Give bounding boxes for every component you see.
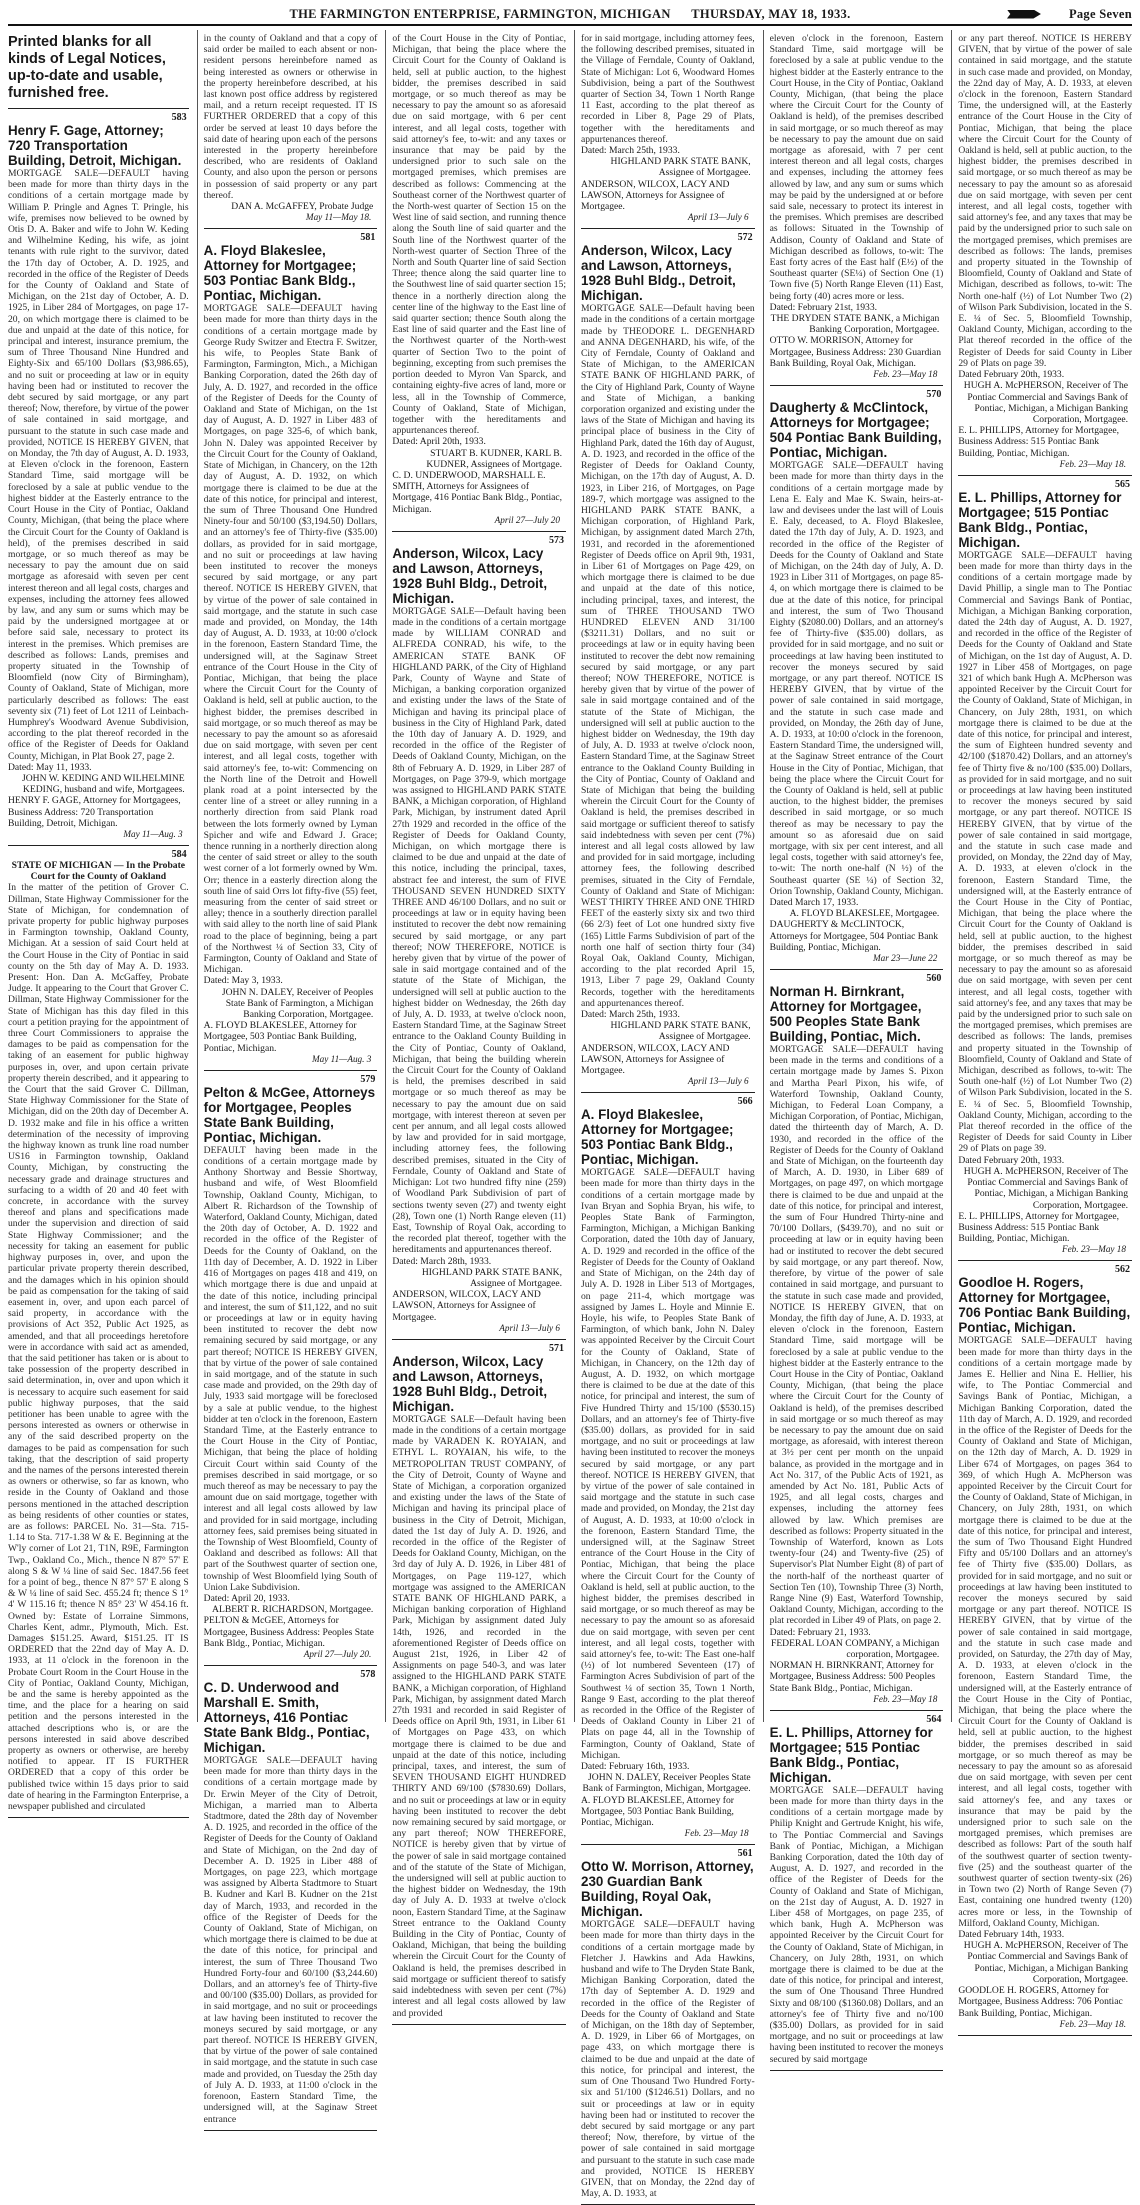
notice-body: in the county of Oakland and that a copy of said order be mailed to each absent or non-resident persons hereinbefore named as being interested as owners or otherwise in the property hereinbefore described, at his last known post office address by registered mail, and a return receipt requested. IT IS FURTHER ORDERED that a copy of this order be served at least 10 days before the said date of hearing upon each of the persons interested in the property hereinbefore described, who are residents of Oakland County, and also upon the person or persons in possession of said property or any part thereof. — [203, 33, 378, 201]
notice-signature: JOHN N. DALEY, Receiver Peoples State Bank of Farmington, Michigan, Mortgagee. — [582, 1772, 751, 1795]
notice-heading: E. L. Phillips, Attorney for Mortgagee; 515 Pontiac Bank Bldg., Pontiac, Michigan. — [958, 489, 1122, 550]
notice-signature: HIGHLAND PARK STATE BANK, Assignee of Mortgagee. — [421, 1266, 562, 1289]
notice-number: 584 — [171, 848, 187, 860]
notice-581 — [204, 229, 378, 1071]
notice-heading: Daugherty & McClintock, Attorneys for Mortgagee; 504 Pontiac Bank Building, Pontiac, Michigan. — [769, 400, 942, 461]
notice-564-continued — [958, 30, 1132, 476]
notice-number: 566 — [737, 1096, 753, 1108]
notice-number: 578 — [360, 1669, 376, 1680]
notice-attorney: OTTO W. MORRISON, Attorney for Mortgagee, Business Address: 230 Guardian Bank Building, Royal Oak, Michigan. — [769, 335, 941, 369]
notice-body: MORTGAGE SALE—DEFAULT having been made for more than thirty days in the conditions of a certain mortgage made by William P. Pringle and Agnes T. Pringle, his wife, premises now believed to be owned by Otis D. A. Baker and wife to John W. Keding and Wilhelmine Keding, his wife, as joint tenants with rule right to the survivor, dated the 17th day of October, A. D. 1925, and recorded in the office of the Register of Deeds for the County of Oakland and State of Michigan, on the 21st day of October, A. D. 1925, in Liber 284 of Mortgages, on page 17-20, on which mortgage there is claimed to be due and unpaid at the date of this notice, for principal and interest, insurance premium, the sum of Three Thousand Nine Hundred and Eighty-Six and 65/100 Dollars ($3,986.65), and no suit or proceeding at law or in equity having been had or instituted to recover the debt secured by said mortgage, or any part thereof; Now, therefore, by virtue of the power of sale contained in said mortgage, and pursuant to the statute in such case made and provided, NOTICE IS HEREBY GIVEN, that on Monday, the 7th day of August, A. D. 1933, at Eleven o'clock in the forenoon, Eastern Standard Time, said mortgage will be foreclosed by a sale at public vendue to the highest bidder at the Easterly entrance to the Court House in the City of Pontiac, Oakland County, Michigan, (that being the place where the Circuit Court for the County of Oakland is held), of the premises described in said mortgage, or so much thereof as may be necessary to pay the amount due on said mortgage as aforesaid with seven per cent interest thereon and all legal costs, charges and expenses, including the attorney fees allowed by law, and any sum or sums which may be paid by the undersigned mortgagee at or before said sale, necessary to protect its interest in the premises. Which premises are described as follows: Lands, premises and property situated in the Township of Bloomfield (now City of Birmingham), County of Oakland, State of Michigan, more particularly described as follows: The east seventy six (71) feet of Lot 1211 of Leinbach-Humphrey's Woodward Avenue Subdivision, according to the plat thereof recorded in the office of the Register of Deeds for Oakland County, Michigan, in Plat Book 27, page 2. — [8, 168, 189, 762]
notice-run-dates: April 27—July 20. — [303, 1649, 372, 1659]
notice-number: 583 — [171, 112, 187, 123]
notice-run-dates: Feb. 23—May 18 — [684, 1828, 749, 1839]
notice-signature: HUGH A. McPHERSON, Receiver of The Pontiac Commercial and Savings Bank of Pontiac, Michigan, a Michigan Banking Corporation, Mortgagee. — [963, 1165, 1128, 1211]
notice-run-dates: May 11—May 18. — [305, 212, 372, 223]
notice-body: MORTGAGE SALE—DEFAULT having been made for more than thirty days in the conditions of a certain mortgage made by Philip Knight and Gertrude Knight, his wife, to The Pontiac Commercial and Savings Bank of Pontiac, Michigan, a Michigan Banking Corporation, dated the 10th day of August, A. D. 1927, and recorded in the office of the Register of Deeds for the County of Oakland and State of Michigan, on the 21st day of August, A. D. 1927 in Liber 458 of Mortgages, on page 235, of which bank, Hugh A. McPherson was appointed Receiver by the Circuit Court for the County of Oakland, State of Michigan, in Chancery, on July 28th, 1931, on which mortgage there is claimed to be due at the date of this notice, for principal and interest, the sum of One Thousand Three Hundred Sixty and 08/100 ($1360.08) Dollars, and an attorney's fee of Thirty five and no/100 ($35.00) Dollars, as provided for in said mortgage, and no suit or proceedings at law having been instituted to recover the moneys secured by said mortgage — [769, 1784, 944, 2065]
page-number: Page Seven — [1068, 6, 1132, 21]
notice-584-continued — [204, 30, 378, 229]
notice-attorney: NORMAN H. BIRNKRANT, Attorney for Mortgagee, Business Address: 500 Peoples State Bank Bldg., Pontiac, Michigan. — [769, 1660, 936, 1694]
notice-number: 579 — [360, 1073, 376, 1085]
notice-body: MORTGAGE SALE—Default having been made in the conditions of a certain mortgage made by WILLIAM CONRAD and ALFREDA CONRAD, his wife, to the AMERICAN STATE BANK OF HIGHLAND PARK, of the City of Highland Park, County of Wayne and State of Michigan, a banking corporation organized and existing under the laws of the State of Michigan and having its principal place of business in the City of Highland Park, dated the 10th day of January A. D. 1929, and recorded in the office of the Register of Deeds of Oakland County, Michigan, on the 8th of February A. D. 1929, in Liber 287 of Mortgages, on Page 379-9, which mortgage was assigned to HIGHLAND PARK STATE BANK, a Michigan corporation, of Highland Park, Michigan, by instrument dated April 27th 1929 and recorded in the office of the Register of Deeds for Oakland County, Michigan, on which mortgage there is claimed to be due and unpaid at the date of this notice, including the principal, taxes, abstract fee and interest, the sum of FIVE THOUSAND SEVEN HUNDRED SIXTY THREE AND 46/100 Dollars, and no suit or proceedings at law or in equity having been instituted to recover the debt now remaining secured by said mortgage, or any part thereof; NOW THEREFORE, NOTICE is hereby given that by virtue of the power of sale in said mortgage contained and of the statute of the State of Michigan, the undersigned will sell at public auction to the highest bidder on Wednesday, the 26th day of July, A. D. 1933, at twelve o'clock noon, Eastern Standard Time, at the Saginaw Street entrance to the Oakland County Building in the City of Pontiac, County of Oakland, Michigan, that being the building wherein the Circuit Court for the County of Oakland is held, the premises described in said mortgage or so much thereof as may be necessary to pay the amount due on said mortgage, with interest thereon at seven per cent per annum, and all legal costs allowed by law and provided for in said mortgage, including attorney fees, the following described premises, situated in the City of Ferndale, County of Oakland and State of Michigan: Lot two hundred fifty nine (259) of Woodland Park Subdivision of part of sections twenty seven (27) and twenty eight (28), Town one (1) North Range eleven (11) East, Township of Royal Oak, according to the recorded plat thereof, together with the hereditaments and appurtenances thereof. — [392, 605, 566, 1256]
notice-584 — [8, 846, 189, 1818]
notice-signature: FEDERAL LOAN COMPANY, a Michigan corporation, Mortgagee. — [770, 1637, 940, 1660]
notice-dated: Dated: March 25th, 1933. — [581, 1009, 680, 1021]
notice-attorney: A. FLOYD BLAKESLEE, Attorney for Mortgagee, 503 Pontiac Bank Building, Pontiac, Michigan. — [203, 1020, 357, 1054]
notice-number: 572 — [737, 232, 753, 244]
notice-signature: HIGHLAND PARK STATE BANK, Assignee of Mortgagee. — [610, 156, 751, 179]
notice-dated: Dated: March 25th, 1933. — [581, 145, 680, 157]
notice-run-dates: Feb. 23—May 18. — [1059, 2018, 1126, 2029]
notice-heading: Anderson, Wilcox, Lacy and Lawson, Attorneys, 1928 Buhl Bldg., Detroit, Michigan. — [392, 1353, 548, 1414]
notice-signature: STUART B. KUDNER, KARL B. KUDNER, Assignees of Mortgage. — [426, 447, 562, 470]
masthead — [8, 4, 1132, 26]
notice-dated: Dated: February 16th, 1933. — [581, 1761, 690, 1773]
notice-signature: JOHN W. KEDING AND WILHELMINE KEDING, husband and wife, Mortgagees. — [22, 772, 185, 796]
notice-attorney: DAUGHERTY & McCLINTOCK, Attorneys for Mortgagee, 504 Pontiac Bank Building, Pontiac, Michigan. — [769, 919, 939, 953]
notice-signature: A. FLOYD BLAKESLEE, Mortgagee. — [789, 908, 940, 920]
notice-signature: THE DRYDEN STATE BANK, a Michigan Banking Corporation, Mortgagee. — [770, 313, 940, 336]
notice-attorney: E. L. PHILLIPS, Attorney for Mortgagee, Business Address: 515 Pontiac Bank Building, Pontiac, Michigan. — [958, 425, 1119, 459]
column-3 — [385, 30, 566, 2019]
notice-heading: Anderson, Wilcox, Lacy and Lawson, Attorneys, 1928 Buhl Bldg., Detroit, Michigan. — [392, 545, 548, 606]
notice-566 — [581, 1093, 755, 1845]
notice-attorney: ANDERSON, WILCOX, LACY AND LAWSON, Attorneys for Assignee of Mortgagee. — [581, 178, 730, 213]
notice-signature: DAN A. McGAFFEY, Probate Judge — [231, 201, 374, 213]
notice-body: MORTGAGE SALE—DEFAULT having been made for more than thirty days in the conditions of a certain mortgage made by Fletcher J. Hawkins and Ada Hawkins, husband and wife to The Dryden State Bank, Michigan Banking Corporation, dated the 17th day of September A. D. 1929 and recorded in the office of the Register of Deeds for the County of Oakland and State of Michigan, on the 18th day of September, A. D. 1929, in Liber 66 of Mortgages, on page 433, on which mortgage there is claimed to be due and unpaid at the date of this notice, for principal and interest, the sum of One Thousand Two Hundred Forty-six and 51/100 ($1246.51) Dollars, and no suit or proceedings at law or in equity having been had or instituted to recover the debt secured by said mortgage or any part thereof; Now, therefore, by virtue of the power of sale contained in said mortgage and pursuant to the statute in such case made and provided, NOTICE IS HEREBY GIVEN, that on Monday, the 22nd day of May, A. D. 1933, at — [581, 1919, 755, 2200]
notice-run-dates: Feb. 23—May 18 — [873, 369, 938, 380]
notice-attorney: E. L. PHILLIPS, Attorney for Mortgagee, Business Address: 515 Pontiac Bank Building, Pontiac, Michigan. — [958, 1210, 1119, 1245]
notice-564 — [770, 1711, 944, 2071]
notice-578 — [204, 1666, 378, 2131]
notice-run-dates: May 11—Aug. 3 — [312, 1053, 372, 1064]
notice-run-dates: Feb. 23—May 18 — [1061, 1244, 1126, 1255]
notice-body: eleven o'clock in the forenoon, Eastern Standard Time, said mortgage will be foreclosed by a sale at public vendue to the highest bidder at the Easterly entrance to the Court House, in the City of Pontiac, Oakland County, Michigan, (that being the place where the Circuit Court for the County of Oakland is held), of the premises described in said mortgage, or so much thereof as may be necessary to pay the amount due on said mortgage as aforesaid, with 7 per cent interest thereon and all legal costs, charges and expenses, including the attorney fees allowed by law, and any sum or sums which may be paid by the undersigned at or before said sale, necessary to protect its interest in the premises. Which premises are described as follows: Situated in the Township of Addison, County of Oakland and State of Michigan described as follows, to-wit: The East forty acres of the East half (E½) of the Southeast quarter (SE¼) of Section One (1) Town five (5) North Range Eleven (11) East, being forty (40) acres more or less. — [769, 33, 944, 302]
notice-heading: Norman H. Birnkrant, Attorney for Mortgagee, 500 Peoples State Bank Building, Pontiac, Mich. — [769, 984, 922, 1045]
notice-number: 573 — [549, 534, 564, 546]
notice-body: MORTGAGE SALE—DEFAULT having been made for more than thirty days in the conditions of a certain mortgage made by James E. Hellier and Nina E. Hellier, his wife, to The Pontiac Commercial and Savings Bank of Pontiac, Michigan, a Michigan Banking Corporation, dated the 11th day of March, A. D. 1929, and recorded in the office of the Register of Deeds for the County of Oakland and State of Michigan, on the 12th day of March, A. D. 1929 in Liber 674 of Mortgages, on pages 364 to 369, of which Hugh A. McPherson was appointed Receiver by the Circuit Court for the County of Oakland, State of Michigan, in Chancery, on July 28th, 1931, on which mortgage there is claimed to be due at the date of this notice, for principal and interest, the sum of Two Thousand Eight Hundred Fifty and 05/100 Dollars and an attorney's fee of Thirty five ($35.00) Dollars, as provided for in said mortgage, and no suit or proceedings at law having been instituted to recover the moneys secured by said mortgage or any part thereof. NOTICE IS HEREBY GIVEN, that by virtue of the power of sale contained in said mortgage, and the statute in such case made and provided, on Saturday, the 27th day of May, A. D. 1933, at eleven o'clock in the forenoon, Eastern Standard Time, the undersigned will, at the Easterly entrance of the Court House in the City of Pontiac, Michigan, that being the place where the Circuit Court for the County of Oakland is held, sell at public auction, to the highest bidder, the premises described in said mortgage, or so much thereof as may be necessary to pay the amount so as aforesaid due on said mortgage, with seven per cent interest, and all legal costs, together with said attorney's fee, and any taxes or insurance that may be paid by the undersigned prior to such sale on the mortgaged premises, which premises are described as follows: Part of the south half of the southwest quarter of section twenty-five (25) and the southeast quarter of the southwest quarter of section twenty-six (26) in Town two (2) North of Range Seven (7) East, containing one hundred twenty (120) acres more or less, in the Township of Milford, Oakland County, Michigan. — [958, 1335, 1132, 1929]
notice-heading: Henry F. Gage, Attorney; 720 Transportation Building, Detroit, Michigan. — [8, 123, 182, 168]
notice-body: MORTGAGE SALE—DEFAULT having been made for more than thirty days in the conditions of a certain mortgage made by Lena E. Ealy and Mae K. Swain, heirs-at-law and devisees under the last will of Louis E. Ealy, deceased, to A. Floyd Blakeslee, dated the 17th day of July, A. D. 1923, and recorded in the office of the Register of Deeds for the County of Oakland and State of Michigan, on the 24th day of July, A. D. 1923 in Liber 311 of Mortgages, on page 85-4, on which mortgage there is claimed to be due at the date of this notice, for principal and interest, the sum of Two Thousand Eighty ($2080.00) Dollars, and an attorney's fee of Thirty-five ($35.00) dollars, as provided for in said mortgage, and no suit or proceedings at law having been instituted to recover the moneys secured by said mortgage, or any part thereof. NOTICE IS HEREBY GIVEN, that by virtue of the power of sale contained in said mortgage, and the statute in such case made and provided, on Monday, the 26th day of June, A. D. 1933, at 10:00 o'clock in the forenoon, Eastern Standard Time, the undersigned will, at the Saginaw Street entrance of the Court House in the City of Pontiac, Michigan, that being the place where the Circuit Court for the County of Oakland is held, sell at public auction, to the highest bidder, the premises described in said mortgage, or so much thereof as may be necessary to pay the amount so as aforesaid due on said mortgage, with six per cent interest, and all legal costs, together with said attorney's fee, to-wit: The north one-half (N ½) of the Southeast quarter (SE ¼) of Section 32, Orion Township, Oakland County, Michigan. — [769, 460, 944, 897]
notice-570 — [770, 386, 944, 970]
notice-number: 570 — [926, 389, 942, 401]
notice-run-dates: Feb. 23—May 18. — [1059, 458, 1126, 469]
masthead-right — [882, 7, 1132, 22]
columns — [8, 30, 1132, 2200]
notice-heading: Goodloe H. Rogers, Attorney for Mortgagee, 706 Pontiac Bank Building, Pontiac, Michigan. — [958, 1275, 1131, 1336]
notice-run-dates: Feb. 23—May 18 — [873, 1693, 938, 1704]
notice-attorney: PELTON & McGEE, Attorneys for Mortgagee, Business Address: Peoples State Bank Bldg., Pontiac, Michigan. — [203, 1615, 374, 1649]
column-6 — [951, 30, 1132, 2029]
masthead-title: THE FARMINGTON ENTERPRISE, FARMINGTON, MICHIGAN THURSDAY, MAY 18, 1933. — [289, 6, 851, 21]
notice-signature: JOHN N. DALEY, Receiver of Peoples State Bank of Farmington, a Michigan Banking Corporation, Mortgagee. — [221, 986, 374, 1021]
notice-dated: Dated February 14th, 1933. — [958, 1929, 1065, 1941]
notice-dated: Dated: March 28th, 1933. — [392, 1255, 492, 1267]
notice-run-dates: April 13—July 6 — [687, 212, 749, 223]
notice-heading: A. Floyd Blakeslee, Attorney for Mortgagee; 503 Pontiac Bank Bldg., Pontiac, Michigan. — [203, 243, 357, 304]
notice-signature: HUGH A. McPHERSON, Receiver of The Pontiac Commercial and Savings Bank of Pontiac, Michigan, a Michigan Banking Corporation, Mortgagee. — [963, 1940, 1128, 1985]
legal-blanks-ad: Printed blanks for all kinds of Legal Notices, up-to-date and usable, furnished free. — [8, 30, 189, 109]
notice-signature: ALBERT R. RICHARDSON, Mortgagee. — [212, 1604, 374, 1616]
notice-body: In the matter of the petition of Grover C. Dillman, State Highway Commissioner for the State of Michigan, for condemnation of private property for public highway purposes in Farmington township, Oakland County, Michigan. At a session of said Court held at the Court House in the City of Pontiac in said county on the 5th day of May A. D. 1933. Present: Hon. Dan A. McGaffey, Probate Judge. It appearing to the Court that Grover C. Dillman, State Highway Commissioner for the State of Michigan has this day filed in this court a petition praying for the appointment of three Court Commissioners to appraise the damages to be paid as compensation for the taking of an easement for public highway purposes in, over, and upon certain private property therein described, and it appearing to the Court that the said Grover C. Dillman, State Highway Commissioner for the State of Michigan, did on the 20th day of December A. D. 1932 make and file in his office a written determination of the necessity of improving the highway known as trunk line road number US16 in Farmington township, Oakland County, Michigan, by constructing the necessary grade and drainage structures and surfacing to a width of 20 and 40 feet with concrete, in accordance with the survey thereof and plans and specifications made under the supervision and direction of said State Highway Commissioner; and the necessity for taking an easement for public highway purposes in, over, and upon the particular private property therein described, and the damages which in his opinion should be paid as compensation for the taking of said easement in, over, and upon each parcel of said property, in accordance with the provisions of Act 352, Public Act 1925, as amended, and that all proceedings heretofore were in accordance with said act as amended, that the said petitioner has taken or is about to take possession of the property described in said determination, in, over and upon which it is necessary to acquire such easement for said public highway purposes, that the said petitioner has been unable to agree with the persons interested as owners or otherwise in any of the said described property on the damages to be paid as compensation for such taking, that the description of said property and the names of the persons interested therein as owners or otherwise, so far as known, who reside in the County of Oakland and those persons mentioned in the attached description as being residents of other counties or states, are as follows: PARCEL No. 31—Sta. 715-1.14 to Sta. 717-1.38 W & E. Beginning at the W'ly corner of Lot 21, T1N, R9E, Farmington Twp., Oakland Co., Mich., thence N 87° 57' E along S & W ¼ line of said Sec. 1847.56 feet for a point of beg., thence N 87° 57' E along S & W ¼ line of said Sec. 455.24 ft; thence S 1° 4' W 115.16 ft; thence N 85° 23' W 454.16 ft. Owned by: Estate of Lorraine Simmons, Charles Kent, admr., Plymouth, Mich. Est. Damages $151.25. Award, $151.25. IT IS ORDERED that the 22nd day of May A. D. 1933, at 11 o'clock in the forenoon in the Probate Court Room in the Court House in the City of Pontiac, Oakland County, Michigan, be and the same is hereby appointed as the time, and the place for a hearing on said petition and the persons interested in the attached descriptions who is, or are the persons interested in said above described property as owners or otherwise, are hereby notified to appear. IT IS FURTHER ORDERED that a copy of this order be published twice within 15 days prior to said date of hearing in the Farmington Enterprise, a newspaper published and circulated — [8, 882, 189, 1813]
notice-579 — [204, 1071, 378, 1666]
notice-heading: E. L. Phillips, Attorney for Mortgagee; 515 Pontiac Bank Bldg., Pontiac, Michigan. — [769, 1724, 933, 1785]
column-1 — [8, 30, 189, 1813]
notice-attorney: ANDERSON, WILCOX, LACY AND LAWSON, Attorneys for Assignee of Mortgagee. — [392, 1289, 541, 1323]
column-4 — [574, 30, 755, 2200]
notice-number: 571 — [549, 1342, 564, 1354]
masthead-date: THURSDAY, MAY 18, 1933. — [691, 6, 851, 21]
notice-dated: Dated: April 20th, 1933. — [392, 436, 486, 448]
column-5 — [763, 30, 944, 2065]
notice-dated: Dated: February 21st, 1933. — [769, 301, 878, 313]
pointing-hand-icon — [1007, 10, 1041, 19]
notice-578-continued — [392, 30, 566, 532]
notice-number: 561 — [737, 1848, 753, 1860]
notice-run-dates: May 11—Aug. 3 — [123, 828, 183, 839]
notice-body: MORTGAGE SALE—DEFAULT having been made for more than thirty days in the conditions of a certain mortgage made by George Rudy Switzer and Etectra F. Switzer, his wife, to Peoples State Bank of Farmington, Farmington, Mich., a Michigan Banking Corporation, dated the 26th day of July, A. D. 1927, and recorded in the office of the Register of Deeds for the County of Oakland and State of Michigan, on the 1st day of August, A. D. 1927 in Liber 483 of Mortgages, on page 325-6, of which bank, John N. Daley was appointed Receiver by the Circuit Court for the County of Oakland, State of Michigan, in Chancery, on the 12th day of August, A. D. 1932, on which mortgage there is claimed to be due at the date of this notice, for principal and interest, the sum of Three Thousand One Hundred Ninety-four and 50/100 ($3,194.50) Dollars, and an attorney's fee of Thirty-five ($35.00) dollars, as provided for in said mortgage, and no suit or proceedings at law having been instituted to recover the moneys secured by said mortgage, or any part thereof. NOTICE IS HEREBY GIVEN, that by virtue of the power of sale contained in said mortgage, and the statute in such case made and provided, on Monday, the 14th day of August, A. D. 1933, at 10:00 o'clock in the forenoon, Eastern Standard Time, the undersigned will, at the Saginaw Street entrance of the Court House in the City of Pontiac, Michigan, that being the place where the Circuit Court for the County of Oakland is held, sell at public auction, to the highest bidder, the premises described in said mortgage, or so much thereof as may be necessary to pay the amount so as aforesaid due on said mortgage, with seven per cent interest, and all legal costs, together with said attorney's fee, to-wit: Commencing on the North line of the Detroit and Howell plank road at a point intersected by the center line of a street or alley running in a northerly direction from said Plank road between the lots formerly owned by Lyman Spicher and wife and Edward J. Grace; thence running in a northerly direction along the center of said street or alley to the south west corner of a lot formerly owned by Wm. Orr; thence in a easterly direction along the south line of said Orrs lot fifty-five (55) feet, measuring from the center of said street or alley; thence in a southerly direction parallel with said alley to the north line of said Plank road to the place of beginning, being a part of the Northwest ¼ of Section 33, City of Farmington, County of Oakland and State of Michigan. — [203, 303, 378, 976]
notice-run-dates: Mar 23—June 22 — [873, 953, 938, 964]
notice-571 — [392, 1340, 566, 2025]
notice-run-dates: April 13—July 6 — [499, 1322, 560, 1333]
notice-body: MORTGAGE SALE—DEFAULT having been made for more than thirty days in the conditions of a certain mortgage made by Dr. Erwin Meyer of the City of Detroit, Michigan, a married man to Alberta Stadtmore, dated the 28th day of November A. D. 1925, and recorded in the office of the Register of Deeds for the County of Oakland and State of Michigan, on the 2nd day of December A. D. 1925 in Liber 488 of Mortgages, on page 223, which mortgage was assigned by Alberta Stadtmore to Stuart B. Kudner and Karl B. Kudner on the 21st day of March, 1933, and recorded in the office of the Register of Deeds for the County of Oakland, State of Michigan, on which mortgage there is claimed to be due at the date of this notice, for principal and interest, the sum of Three Thousand Two Hundred Forty-four and 60/100 ($3,244.60) Dollars, and an attorney's fee of Thirty-five and 00/100 ($35.00) Dollars, as provided for in said mortgage, and no suit or proceedings at law having been instituted to recover the moneys secured by said mortgage, or any part thereof. NOTICE IS HEREBY GIVEN, that by virtue of the power of sale contained in said mortgage, and the statute in such case made and provided, on Tuesday the 25th day of July A. D. 1933, at 11:00 o'clock in the forenoon, Eastern Standard Time, the undersigned will, at the Saginaw Street entrance — [203, 1755, 378, 2125]
notice-number: 581 — [360, 232, 376, 244]
notice-573 — [392, 532, 566, 1340]
notice-attorney: GOODLOE H. ROGERS, Attorney for Mortgagee, Business Address: 706 Pontiac Bank Building, Pontiac, Michigan. — [958, 1985, 1123, 2019]
notice-heading: Pelton & McGee, Attorneys for Mortgagee, Peoples State Bank Building, Pontiac, Michigan. — [203, 1084, 376, 1145]
column-2 — [197, 30, 378, 2125]
notice-signature: HIGHLAND PARK STATE BANK, Assignee of Mortgagee. — [610, 1020, 751, 1043]
notice-571-continued — [581, 30, 755, 229]
notice-body: of the Court House in the City of Pontiac, Michigan, that being the place where the Circuit Court for the County of Oakland is held, sell at public auction, to the highest bidder, the premises described in said mortgage, or so much thereof as may be necessary to pay the amount so as aforesaid due on said mortgage, with 6 per cent interest, and all legal costs, together with said attorney's fee, to-wit: and any taxes or insurance that may be paid by the undersigned prior to such sale on the mortgaged premises, which premises are described as follows: Commencing at the Southeast corner of the Northwest quarter of the North-west quarter of Section 15 on the West line of said section, and running thence along the South line of said quarter and the South line of the Northwest quarter of the North-west quarter of Section Three of the North and South Quarter line of said Section Three; thence along the said quarter line to the Southwest line of said quarter section 15; thence in a northerly direction along the center line of the highway to the East line of said quarter section; thence South along the East line of said quarter and the East line of the Northwest quarter of the North-west quarter of Section Two to the point of beginning, excepting from such premises the portion deeded to Myron Van Sparck, and containing eighty-five acres of land, more or less, all in the Township of Commerce, County of Oakland, State of Michigan, together with the hereditaments and appurtenances thereof. — [392, 33, 566, 437]
notice-body: MORTGAGE SALE—DEFAULT having been made for more than thirty days in the conditions of a certain mortgage made by Ivan Bryan and Sophia Bryan, his wife, to Peoples State Bank of Farmington, Farmington, Michigan, a Michigan Banking Corporation, dated the 10th day of January, A. D. 1929 and recorded in the office of the Register of Deeds for the County of Oakland and State of Michigan, on the 24th day of July A. D. 1928 in Liber 513 of Mortgages, on page 211-4, which mortgage was assigned by James L. Hoyle and Minnie E. Hoyle, his wife, to Peoples State Bank of Farmington, of which bank, John N. Daley was appointed Receiver by the Circuit Court for the County of Oakland, State of Michigan, in Chancery, on the 12th day of August, A. D. 1932, on which mortgage there is claimed to be due at the date of this notice, for principal and interest, the sum of Five Hundred Thirty and 15/100 ($530.15) Dollars, and an attorney's fee of Thirty-five ($35.00) dollars, as provided for in said mortgage, and no suit or proceedings at law having been instituted to recover the moneys secured by said mortgage, or any part thereof. NOTICE IS HEREBY GIVEN, that by virtue of the power of sale contained in said mortgage and the statute in such case made and provided, on Monday, the 21st day of August, A. D. 1933, at 10:00 o'clock in the forenoon, Eastern Standard Time, the undersigned will, at the Saginaw Street entrance of the Court House in the City of Pontiac, Michigan, that being the place where the Circuit Court for the County of Oakland is held, sell at public auction, to the highest bidder, the premises described in said mortgage, or so much thereof as may be necessary to pay the amount so as aforesaid due on said mortgage, with seven per cent interest, and all legal costs, together with said attorney's fee, to-wit: The East one-half (½) of lot numbered Seventeen (17) of Farmington Acres Subdivision of part of the Southwest ¼ of section 35, Town 1 North, Range 9 East, according to the plat thereof as recorded in the Office of the Register of Deeds of Oakland County in Liber 21 of Plats on page 44, all in the Township of Farmington, County of Oakland, State of Michigan. — [581, 1167, 755, 1761]
notice-heading: A. Floyd Blakeslee, Attorney for Mortgagee; 503 Pontiac Bank Bldg., Pontiac, Michigan. — [581, 1107, 734, 1168]
notice-attorney: ANDERSON, WILCOX, LACY AND LAWSON, Attorneys for Assignee of Mortgagee. — [581, 1042, 730, 1077]
notice-body: MORTGAGE SALE—DEFAULT having been made for more than thirty days in the conditions of a certain mortgage made by David Phillip, a single man to The Pontiac Commercial and Savings Bank of Pontiac, Michigan, a Michigan Banking corporation, dated the 24th day of August, A. D. 1927, and recorded in the office of the Register of Deeds for the County of Oakland and State of Michigan, on the 1st day of August, A. D. 1927 in Liber 458 of Mortgages, on page 321 of which bank Hugh A. McPherson was appointed Receiver by the Circuit Court for the County of Oakland, State of Michigan, in Chancery, on July 28th, 1931, on which mortgage there is claimed to be due at the date of this notice, for principal and interest, the sum of Eighteen hundred seventy and 42/100 ($1870.42) Dollars, and an attorney's fee of Thirty five & no/100 ($35.00) Dollars, as provided for in said mortgage, and no suit or proceedings at law having been instituted to recover the moneys secured by said mortgage, or any part thereof. NOTICE IS HEREBY GIVEN, that by virtue of the power of sale contained in said mortgage, and the statute in such case made and provided, on Monday, the 22nd day of May, A. D. 1933, at eleven o'clock in the forenoon, Eastern Standard Time, the undersigned will, at the Easterly entrance of the Court House in the City of Pontiac, Michigan, that being the place where the Circuit Court for the County of Oakland is held, sell at public auction, to the highest bidder, the premises described in said mortgage, or so much thereof as may be necessary to pay the amount so as aforesaid due on said mortgage, with seven per cent interest, and all legal costs, together with said attorney's fee, and any taxes that may be paid by the undersigned prior to such sale on the mortgaged premises, which premises are described as follows: The lands, premises and property situated in the Township of Bloomfield, County of Oakland and State of Michigan, described as follows, to-wit: The South one-half (½) of Lot Number Two (2) of Wilson Park Subdivision, located in the S. E. ¼ of Sec. 5, Bloomfield Township, Oakland County, Michigan, according to the Plat thereof recorded in the office of the Register of Deeds for said County in Liber 29 of Plats on page 39. — [958, 549, 1132, 1155]
notice-dated: Dated: May 11, 1933. — [8, 761, 92, 773]
notice-signature: HUGH A. McPHERSON, Receiver of The Pontiac Commercial and Savings Bank of Pontiac, Michigan, a Michigan Banking Corporation, Mortgagee. — [963, 380, 1128, 425]
notice-dated: Dated: February 21, 1933. — [769, 1626, 871, 1638]
notice-body: MORTGAGE SALE—Default having been made in the conditions of a certain mortgage made by VARADEN K. ROYAIAN, and ETHYL L. ROYAIAN, his wife, to the METROPOLITAN TRUST COMPANY, of the City of Detroit, County of Wayne and State of Michigan, a corporation organized and existing under the laws of the State of Michigan and having its principal place of business in the City of Detroit, Michigan, dated the 1st day of July A. D. 1926, and recorded in the office of the Register of Deeds for Oakland County, Michigan, on the 3rd day of July A. D. 1926, in Liber 481 of Mortgages, on Page 119-127, which mortgage was assigned to the AMERICAN STATE BANK OF HIGHLAND PARK, a Michigan banking corporation of Highland Park, Michigan by assignment dated July 14th, 1926, and recorded in the aforementioned Register of Deeds office on August 21st, 1926, in Liber 42 of Assignments on page 540-3, and was later assigned to the HIGHLAND PARK STATE BANK, a Michigan corporation, of Highland Park, Michigan, by assignment dated March 27th 1931 and recorded in said Register of Deeds office on April 9th, 1931, in Liber 61 of Mortgages on Page 433, on which mortgage there is claimed to be due and unpaid at the date of this notice, including principal, taxes, and interest, the sum of SEVEN THOUSAND EIGHT HUNDRED THIRTY AND 69/100 ($7830.69) Dollars, and no suit or proceedings at law or in equity having been instituted to recover the debt now remaining secured by said mortgage, or any part thereof; NOW THEREFORE, NOTICE is hereby given that by virtue of the power of sale in said mortgage contained and of the statute of the State of Michigan, the undersigned will sell at public auction to the highest bidder on Wednesday, the 19th day of July A. D. 1933 at twelve o'clock noon, Eastern Standard Time, at the Saginaw Street entrance to the Oakland County Building in the City of Pontiac, County of Oakland, Michigan, that being the building wherein the Circuit Court for the County of Oakland is held, the premises described in said mortgage or sufficient thereof to satisfy said indebtedness with seven per cent (7%) interest and all legal costs allowed by law and provided — [392, 1413, 566, 2019]
notice-heading: C. D. Underwood and Marshall E. Smith, Attorneys, 416 Pontiac State Bank Bldg., Pontiac, Michigan. — [203, 1680, 370, 1755]
notice-dated: Dated February 20th, 1933. — [958, 369, 1065, 381]
notice-number: 565 — [1115, 478, 1130, 490]
notice-572 — [581, 229, 755, 1093]
notice-583 — [8, 109, 189, 846]
notice-565 — [958, 476, 1132, 1262]
notice-body: DEFAULT having been made in the conditions of a certain mortgage made by Anthony Shortway and Bessie Shortway, husband and wife, of West Bloomfield Township, Oakland County, Michigan, to Albert R. Richardson of the Township of Waterford, Oakland County, Michigan, dated the 20th day of October, A. D. 1922 and recorded in the office of the Register of Deeds for the County of Oakland, on the 11th day of December, A. D. 1922 in Liber 416 of Mortgages on pages 418 and 419, on which mortgage there is due and unpaid at the date of this notice, including principal and interest, the sum of $11,122, and no suit or proceedings at law or in equity having been instituted to recover the debt now remaining secured by said mortgage, or any part thereof; NOTICE IS HEREBY GIVEN, that by virtue of the power of sale contained in said mortgage, and of the statute in such case made and provided, on the 29th day of July, 1933 said mortgage will be foreclosed by a sale at public vendue, to the highest bidder at ten o'clock in the forenoon, Eastern Standard Time, at the Easterly entrance to the Court House in the City of Pontiac, Michigan, that being the place of holding Circuit Court within said County of the premises described in said mortgage, or so much thereof as may be necessary to pay the amount due on said mortgage, together with interest and all legal costs allowed by law and provided for in said mortgage, including attorney fees, said premises being situated in the Township of West Bloomfield, County of Oakland and described as follows: All that part of the Southwest quarter of section one, township of West Bloomfield lying South of Union Lake Subdivision. — [203, 1144, 378, 1593]
notice-heading: Anderson, Wilcox, Lacy and Lawson, Attorneys, 1928 Buhl Bldg., Detroit, Michigan. — [581, 243, 736, 304]
notice-attorney: C. D. UNDERWOOD, MARSHALL E. SMITH, Attorneys for Assignees of Mortgage, 416 Pontiac Bank Bldg., Pontiac, Michigan. — [392, 469, 563, 515]
notice-number: 562 — [1115, 1264, 1130, 1276]
notice-body: or any part thereof. NOTICE IS HEREBY GIVEN, that by virtue of the power of sale contained in said mortgage, and the statute in such case made and provided, on Monday, the 22nd day of May, A. D. 1933, at eleven o'clock in the forenoon, Eastern Standard Time, the undersigned will, at the Easterly entrance of the Court House in the City of Pontiac, Michigan, that being the place where the Circuit Court for the County of Oakland is held, sell at public auction, to the highest bidder, the premises described in said mortgage, or so much thereof as may be necessary to pay the amount so as aforesaid due on said mortgage, with seven per cent interest, and all legal costs, together with said attorney's fee, and any taxes that may be paid by the undersigned prior to such sale on the mortgaged premises, which premises are described as follows: The lands, premises and property situated in the Township of Bloomfield, County of Oakland and State of Michigan, described as follows, to-wit: The North one-half (½) of Lot Number Two (2) of Wilson Park Subdivision, located in the S. E. ¼ of Sec. 5, Bloomfield Township, Oakland County, Michigan, according to the Plat thereof recorded in the office of the Register of Deeds for said County in Liber 29 of Plats on page 39. — [958, 33, 1132, 369]
notice-561 — [581, 1845, 755, 2205]
notice-heading: Otto W. Morrison, Attorney, 230 Guardian Bank Building, Royal Oak, Michigan. — [581, 1859, 754, 1920]
notice-dated: Dated February 20th, 1933. — [958, 1154, 1065, 1166]
notice-body: MORTGAGE SALE—Default having been made in the conditions of a certain mortgage made by THEODORE L. DEGENHARD and ANNA DEGENHARD, his wife, of the City of Ferndale, County of Oakland and State of Michigan, to the AMERICAN STATE BANK OF HIGHLAND PARK, of the City of Highland Park, County of Wayne and State of Michigan, a banking corporation organized and existing under the laws of the State of Michigan and having its principal place of business in the City of Highland Park, dated the 16th day of August, A. D. 1923, and recorded in the office of the Register of Deeds for Oakland County, Michigan, on the 17th day of August, A. D. 1923, in Liber 216, of Mortgages, on Page 189-7, which mortgage was assigned to the HIGHLAND PARK STATE BANK, a Michigan corporation, of Highland Park, Michigan, by assignment dated March 27th, 1931, and recorded in the aforementioned Register of Deeds office on April 9th, 1931, in Liber 61 of Mortgages on Page 429, on which mortgage there is claimed to be due and unpaid at the date of this notice, including principal, taxes, and interest, the sum of THREE THOUSAND TWO HUNDRED ELEVEN AND 31/100 ($3211.31) Dollars, and no suit or proceedings at law or in equity having been instituted to recover the debt now remaining secured by said mortgage, or any part thereof; NOW THEREFORE, NOTICE is hereby given that by virtue of the power of sale in said mortgage contained and of the statute of the State of Michigan, the undersigned will sell at public auction to the highest bidder on Wednesday, the 19th day of July, A. D. 1933 at twelve o'clock noon, Eastern Standard Time, at the Saginaw Street entrance to the Oakland County Building in the City of Pontiac, County of Oakland and State of Michigan that being the building wherein the Circuit Court for the County of Oakland is held, the premises described in said mortgage or sufficient thereof to satisfy said indebtedness with seven per cent (7%) interest and all legal costs allowed by law and provided for in said mortgage, including attorney fees, the following described premises, situated in the City of Ferndale, County of Oakland and State of Michigan: WEST THIRTY THREE AND ONE THIRD FEET of the easterly sixty six and two third (66 2/3) feet of Lot one hundred sixty five (165) Little Farms Subdivision of part of the north one half of section thirty four (34) Royal Oak, Oakland County, Michigan, according to the plat recorded April 15, 1913, Liber 7 page 29, Oakland County Records, together with the hereditaments and appurtenances thereof. — [581, 303, 755, 1009]
notice-attorney: HENRY F. GAGE, Attorney for Mortgagees, Business Address: 720 Transportation Building, Detroit, Michigan. — [8, 795, 181, 829]
notice-attorney: A. FLOYD BLAKESLEE, Attorney for Mortgagee, 503 Pontiac Bank Building, Pontiac, Michigan. — [581, 1794, 734, 1829]
notice-561-continued — [770, 30, 944, 386]
notice-body: for in said mortgage, including attorney fees, the following described premises, situated in the Village of Ferndale, County of Oakland, State of Michigan: Lot 6, Woodward Homes Subdivision, being a part of the Southwest quarter of Section 34, Town 1 North Range 11 East, according to the plat thereof as recorded in Liber 8, Page 29 of Plats, together with the hereditaments and appurtenances thereof. — [581, 33, 755, 145]
notice-number: 564 — [926, 1713, 942, 1725]
notice-560 — [770, 970, 944, 1711]
notice-562 — [958, 1261, 1132, 2035]
notice-dated: Dated March 17, 1933. — [769, 897, 859, 909]
court-heading: STATE OF MICHIGAN — In the Probate Court for the County of Oakland — [11, 859, 186, 883]
notice-dated: Dated: April 20, 1933. — [203, 1592, 290, 1604]
notice-run-dates: April 27—July 20 — [494, 514, 560, 525]
notice-dated: Dated: May 3, 1933. — [203, 975, 283, 987]
notice-number: 560 — [926, 973, 942, 985]
notice-run-dates: April 13—July 6 — [687, 1076, 749, 1087]
notice-body: MORTGAGE SALE—DEFAULT having been made in the terms and conditions of a certain mortgage made by James S. Pixon and Martha Pearl Pixon, his wife, of Waterford Township, Oakland County, Michigan, to Federal Loan Company, a Michigan Corporation, of Pontiac, Michigan, dated the thirteenth day of March, A. D. 1930, and recorded in the office of the Register of Deeds for the County of Oakland and State of Michigan, on the fourteenth day of March, A. D. 1930, in Liber 689 of Mortgages, on page 497, on which mortgage there is claimed to be due and unpaid at the date of this notice, for principal and interest, the sum of Four Hundred Thirty-nine and 70/100 Dollars, ($439.70), and no suit or proceeding at law or in equity having been had or instituted to recover the debt secured by said mortgage, or any part thereof. Now, therefore, by virtue of the power of sale contained in said mortgage, and pursuant to the statute in such case made and provided, NOTICE IS HEREBY GIVEN, that on Monday, the fifth day of June, A. D. 1933, at eleven o'clock in the forenoon, Eastern Standard Time, said mortgage will be foreclosed by a sale at public vendue to the highest bidder at the Easterly entrance to the Court House in the City of Pontiac, Oakland County, Michigan, (that being the place where the Circuit Court for the County of Oakland is held), of the premises described in said mortgage or so much thereof as may be necessary to pay the amount due on said mortgage, as aforesaid, with interest thereon at 3½ per cent per month on the unpaid balance, as provided in the mortgage and in Act No. 317, of the Public Acts of 1921, as amended by Act No. 181, Public Acts of 1925, and all legal costs, charges and expenses, including the attorney fees allowed by law. Which premises are described as follows: Property situated in the Township of Waterford, known as Lots twenty-four (24) and Twenty-five (25) of Supervisor's Plat Number Eight (8) of part of the north-half of the northeast quarter of Section Ten (10), Township Three (3) North, Range Nine (9) East, Waterford Township, Oakland County, Michigan, according to the plat recorded in Liber 49 of Plats, on page 2. — [769, 1044, 944, 1627]
